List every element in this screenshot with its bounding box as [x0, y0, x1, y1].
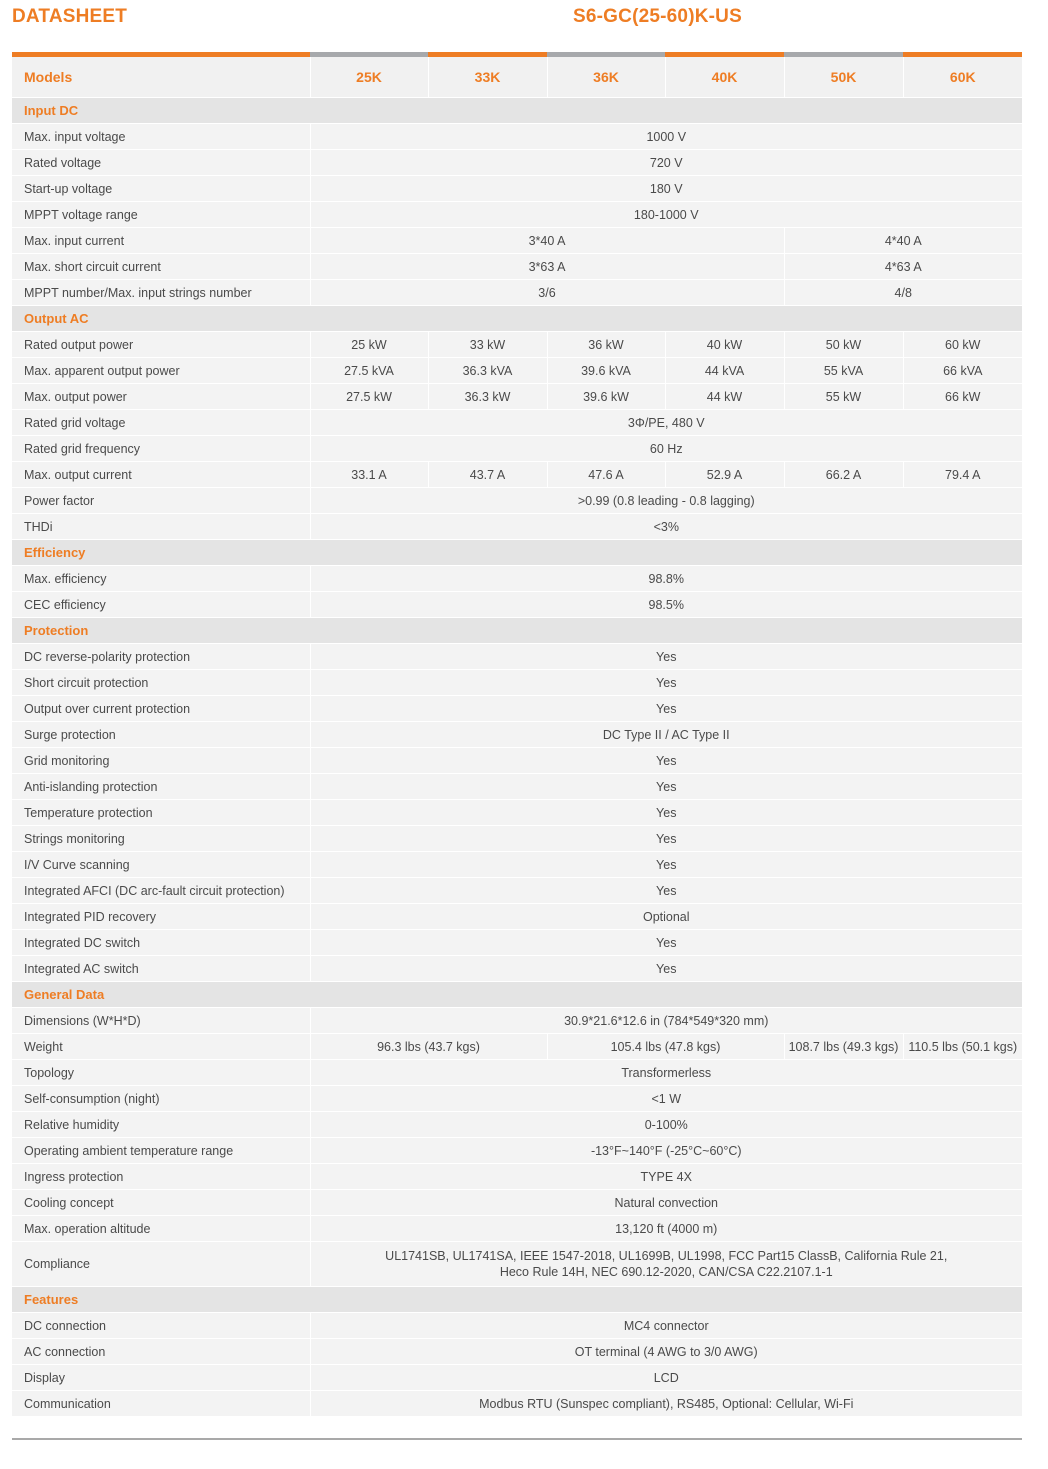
- spec-value: -13°F~140°F (-25°C~60°C): [310, 1138, 1022, 1164]
- spec-label: Max. input voltage: [12, 124, 310, 150]
- spec-value: Yes: [310, 930, 1022, 956]
- spec-row: [12, 384, 1022, 410]
- spec-row: [12, 124, 1022, 150]
- spec-label: Operating ambient temperature range: [12, 1138, 310, 1164]
- spec-row: [12, 1242, 1022, 1287]
- spec-row: [12, 280, 1022, 306]
- spec-value: 50 kW: [784, 332, 903, 358]
- section-title: Features: [12, 1287, 1022, 1313]
- spec-value-line: UL1741SB, UL1741SA, IEEE 1547-2018, UL1699B, UL1998, FCC Part15 ClassB, California Rule 21,: [385, 1249, 948, 1263]
- spec-value: 66 kVA: [903, 358, 1022, 384]
- spec-value: 105.4 lbs (47.8 kgs): [547, 1034, 784, 1060]
- spec-row: [12, 852, 1022, 878]
- spec-value: Yes: [310, 800, 1022, 826]
- spec-row: [12, 1313, 1022, 1339]
- spec-row: [12, 150, 1022, 176]
- spec-value: 13,120 ft (4000 m): [310, 1216, 1022, 1242]
- section-title: Protection: [12, 618, 1022, 644]
- spec-label: Max. input current: [12, 228, 310, 254]
- models-header-row: [12, 57, 1022, 98]
- section-header: [12, 618, 1022, 644]
- spec-value: 98.8%: [310, 566, 1022, 592]
- spec-row: [12, 774, 1022, 800]
- spec-label: Communication: [12, 1391, 310, 1417]
- spec-value: 36.3 kW: [428, 384, 547, 410]
- spec-label: Weight: [12, 1034, 310, 1060]
- datasheet-table-body: [12, 57, 1022, 1417]
- spec-value: Natural convection: [310, 1190, 1022, 1216]
- spec-row: [12, 722, 1022, 748]
- spec-label: Max. output current: [12, 462, 310, 488]
- spec-value: 3/6: [310, 280, 784, 306]
- spec-value: >0.99 (0.8 leading - 0.8 lagging): [310, 488, 1022, 514]
- datasheet-title: DATASHEET: [12, 6, 128, 27]
- spec-row: [12, 1216, 1022, 1242]
- spec-row: [12, 410, 1022, 436]
- spec-value: 60 kW: [903, 332, 1022, 358]
- spec-value: 1000 V: [310, 124, 1022, 150]
- spec-label: Temperature protection: [12, 800, 310, 826]
- model-60k: 60K: [903, 57, 1022, 98]
- spec-value: 40 kW: [665, 332, 784, 358]
- spec-row: [12, 878, 1022, 904]
- spec-value: 3*63 A: [310, 254, 784, 280]
- spec-value: 98.5%: [310, 592, 1022, 618]
- spec-label: Grid monitoring: [12, 748, 310, 774]
- spec-label: CEC efficiency: [12, 592, 310, 618]
- spec-label: Rated voltage: [12, 150, 310, 176]
- spec-label: DC reverse-polarity protection: [12, 644, 310, 670]
- spec-label: Rated output power: [12, 332, 310, 358]
- spec-row: [12, 1086, 1022, 1112]
- spec-value: 27.5 kVA: [310, 358, 428, 384]
- model-33k: 33K: [428, 57, 547, 98]
- spec-value: 33 kW: [428, 332, 547, 358]
- spec-value: 39.6 kW: [547, 384, 665, 410]
- spec-value: Yes: [310, 956, 1022, 982]
- spec-label: Cooling concept: [12, 1190, 310, 1216]
- spec-value: 36 kW: [547, 332, 665, 358]
- spec-value: Yes: [310, 644, 1022, 670]
- spec-row: [12, 592, 1022, 618]
- spec-label: Topology: [12, 1060, 310, 1086]
- section-title: Output AC: [12, 306, 1022, 332]
- spec-label: Surge protection: [12, 722, 310, 748]
- spec-row: [12, 800, 1022, 826]
- spec-label: Max. apparent output power: [12, 358, 310, 384]
- spec-row: [12, 1365, 1022, 1391]
- spec-label: Max. operation altitude: [12, 1216, 310, 1242]
- spec-value: 55 kVA: [784, 358, 903, 384]
- spec-label: AC connection: [12, 1339, 310, 1365]
- spec-label: Integrated PID recovery: [12, 904, 310, 930]
- spec-value: 0-100%: [310, 1112, 1022, 1138]
- spec-label: Ingress protection: [12, 1164, 310, 1190]
- section-title: Input DC: [12, 98, 1022, 124]
- spec-value: 52.9 A: [665, 462, 784, 488]
- spec-value: Yes: [310, 826, 1022, 852]
- spec-value: 60 Hz: [310, 436, 1022, 462]
- spec-row: [12, 436, 1022, 462]
- section-header: [12, 982, 1022, 1008]
- spec-label: Strings monitoring: [12, 826, 310, 852]
- spec-label: I/V Curve scanning: [12, 852, 310, 878]
- spec-value: 55 kW: [784, 384, 903, 410]
- spec-value: TYPE 4X: [310, 1164, 1022, 1190]
- spec-row: [12, 332, 1022, 358]
- spec-label: Short circuit protection: [12, 670, 310, 696]
- spec-value: 44 kVA: [665, 358, 784, 384]
- spec-row: [12, 202, 1022, 228]
- spec-row: [12, 1190, 1022, 1216]
- section-header: [12, 98, 1022, 124]
- spec-row: [12, 1112, 1022, 1138]
- spec-value: 66.2 A: [784, 462, 903, 488]
- spec-value: MC4 connector: [310, 1313, 1022, 1339]
- spec-row: [12, 176, 1022, 202]
- spec-value: LCD: [310, 1365, 1022, 1391]
- spec-label: Max. output power: [12, 384, 310, 410]
- spec-label: Rated grid frequency: [12, 436, 310, 462]
- spec-row: [12, 228, 1022, 254]
- spec-label: Integrated AFCI (DC arc-fault circuit protection): [12, 878, 310, 904]
- spec-value: Optional: [310, 904, 1022, 930]
- spec-label: THDi: [12, 514, 310, 540]
- spec-label: Self-consumption (night): [12, 1086, 310, 1112]
- spec-label: Compliance: [12, 1242, 310, 1287]
- spec-value: Yes: [310, 748, 1022, 774]
- spec-label: Dimensions (W*H*D): [12, 1008, 310, 1034]
- spec-value: 720 V: [310, 150, 1022, 176]
- spec-value: 47.6 A: [547, 462, 665, 488]
- spec-row: [12, 696, 1022, 722]
- datasheet-table: [12, 57, 1022, 1417]
- spec-label: Rated grid voltage: [12, 410, 310, 436]
- section-header: [12, 306, 1022, 332]
- spec-row: [12, 748, 1022, 774]
- spec-value: 108.7 lbs (49.3 kgs): [784, 1034, 903, 1060]
- spec-value-line: Heco Rule 14H, NEC 690.12-2020, CAN/CSA C22.2107.1-1: [499, 1265, 833, 1279]
- spec-value: Yes: [310, 696, 1022, 722]
- spec-label: Display: [12, 1365, 310, 1391]
- spec-row: [12, 566, 1022, 592]
- spec-value: Yes: [310, 878, 1022, 904]
- spec-row: [12, 1138, 1022, 1164]
- bottom-rule: [12, 1438, 1022, 1440]
- spec-value: 27.5 kW: [310, 384, 428, 410]
- section-title: Efficiency: [12, 540, 1022, 566]
- spec-value: 180 V: [310, 176, 1022, 202]
- spec-row: [12, 956, 1022, 982]
- section-header: [12, 1287, 1022, 1313]
- spec-value: Transformerless: [310, 1060, 1022, 1086]
- spec-row: [12, 254, 1022, 280]
- spec-value: [310, 1242, 1022, 1287]
- spec-value: DC Type II / AC Type II: [310, 722, 1022, 748]
- spec-value: 66 kW: [903, 384, 1022, 410]
- spec-value: OT terminal (4 AWG to 3/0 AWG): [310, 1339, 1022, 1365]
- spec-value: 96.3 lbs (43.7 kgs): [310, 1034, 547, 1060]
- model-25k: 25K: [310, 57, 428, 98]
- spec-label: DC connection: [12, 1313, 310, 1339]
- spec-row: [12, 826, 1022, 852]
- spec-row: [12, 462, 1022, 488]
- spec-row: [12, 488, 1022, 514]
- spec-value: 36.3 kVA: [428, 358, 547, 384]
- spec-row: [12, 1391, 1022, 1417]
- spec-label: Start-up voltage: [12, 176, 310, 202]
- spec-value: 43.7 A: [428, 462, 547, 488]
- product-model-title: S6-GC(25-60)K-US: [573, 6, 742, 27]
- models-label: Models: [12, 57, 310, 98]
- spec-row: [12, 670, 1022, 696]
- spec-value: 3*40 A: [310, 228, 784, 254]
- spec-value: 110.5 lbs (50.1 kgs): [903, 1034, 1022, 1060]
- spec-value: 79.4 A: [903, 462, 1022, 488]
- model-50k: 50K: [784, 57, 903, 98]
- spec-label: Integrated AC switch: [12, 956, 310, 982]
- spec-row: [12, 904, 1022, 930]
- spec-value: 30.9*21.6*12.6 in (784*549*320 mm): [310, 1008, 1022, 1034]
- section-header: [12, 540, 1022, 566]
- spec-label: Max. short circuit current: [12, 254, 310, 280]
- spec-label: Max. efficiency: [12, 566, 310, 592]
- spec-value: <1 W: [310, 1086, 1022, 1112]
- model-40k: 40K: [665, 57, 784, 98]
- spec-value: 33.1 A: [310, 462, 428, 488]
- spec-label: Power factor: [12, 488, 310, 514]
- spec-label: Output over current protection: [12, 696, 310, 722]
- spec-row: [12, 358, 1022, 384]
- spec-row: [12, 930, 1022, 956]
- spec-value: Yes: [310, 852, 1022, 878]
- spec-row: [12, 1008, 1022, 1034]
- spec-row: [12, 644, 1022, 670]
- spec-value: 180-1000 V: [310, 202, 1022, 228]
- spec-value: 4*63 A: [784, 254, 1022, 280]
- section-title: General Data: [12, 982, 1022, 1008]
- model-36k: 36K: [547, 57, 665, 98]
- spec-row: [12, 1339, 1022, 1365]
- spec-row: [12, 1164, 1022, 1190]
- spec-label: Integrated DC switch: [12, 930, 310, 956]
- spec-value: 39.6 kVA: [547, 358, 665, 384]
- spec-label: Relative humidity: [12, 1112, 310, 1138]
- spec-value: Yes: [310, 670, 1022, 696]
- spec-label: Anti-islanding protection: [12, 774, 310, 800]
- spec-value: 44 kW: [665, 384, 784, 410]
- spec-label: MPPT voltage range: [12, 202, 310, 228]
- spec-row: [12, 1060, 1022, 1086]
- spec-row: [12, 514, 1022, 540]
- spec-value: <3%: [310, 514, 1022, 540]
- spec-value: Modbus RTU (Sunspec compliant), RS485, Optional: Cellular, Wi-Fi: [310, 1391, 1022, 1417]
- spec-value: 4*40 A: [784, 228, 1022, 254]
- spec-row: [12, 1034, 1022, 1060]
- spec-value: 25 kW: [310, 332, 428, 358]
- spec-value: Yes: [310, 774, 1022, 800]
- spec-value: 4/8: [784, 280, 1022, 306]
- spec-label: MPPT number/Max. input strings number: [12, 280, 310, 306]
- spec-value: 3Φ/PE, 480 V: [310, 410, 1022, 436]
